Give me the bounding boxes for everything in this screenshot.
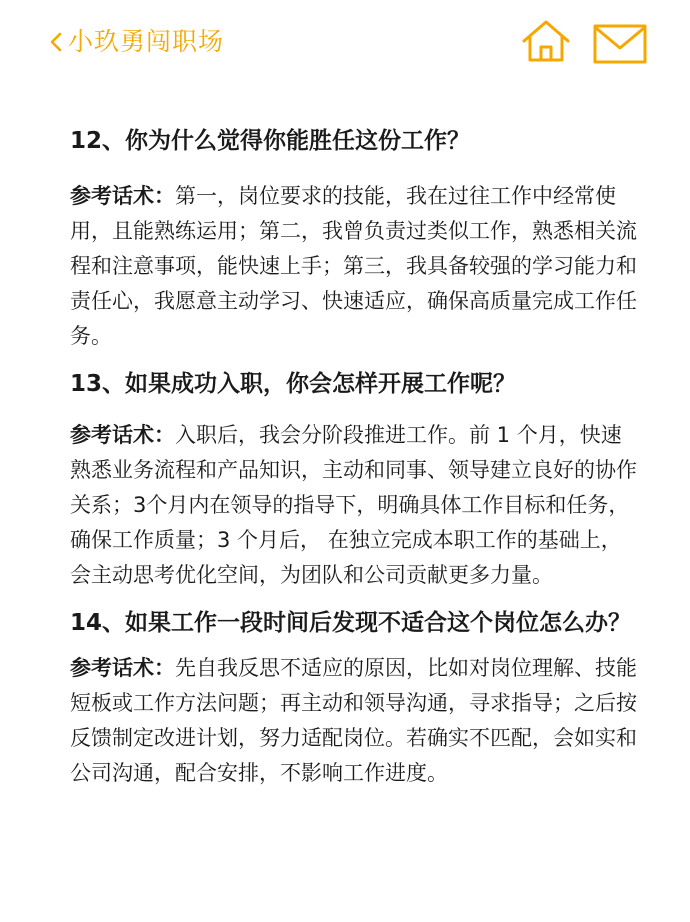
back-button[interactable] <box>44 24 224 60</box>
answer-label: 参考话术： <box>70 656 175 680</box>
answer-paragraph <box>70 418 638 593</box>
question-heading: 12、你为什么觉得你能胜任这份工作？ <box>70 128 471 154</box>
answer-label: 参考话术： <box>70 423 175 447</box>
answer-paragraph <box>70 179 638 354</box>
home-icon[interactable] <box>520 18 572 64</box>
account-title: 小玖勇闯职场 <box>68 27 225 56</box>
article-body <box>70 118 638 791</box>
question-heading: 14、如果工作一段时间后发现不适合这个岗位怎么办？ <box>70 610 632 636</box>
answer-paragraph <box>70 651 638 791</box>
mail-icon[interactable] <box>593 24 647 64</box>
top-bar <box>0 0 690 90</box>
answer-text: 第一，岗位要求的技能，我在过往工作中经常使用，且能熟练运用；第二，我曾负责过类似工作，熟悉相关流程和注意事项，能快速上手；第三，我具备较强的学习能力和责任心，我愿意主动学习、快速适应，确保高质量完成工作任务。 <box>70 184 637 348</box>
question-heading: 13、如果成功入职，你会怎样开展工作呢？ <box>70 371 517 397</box>
answer-text: 入职后，我会分阶段推进工作。前 1 个月，快速熟悉业务流程和产品知识，主动和同事、领导建立良好的协作关系；3个月内在领导的指导下，明确具体工作目标和任务，确保工作质量；3 个月后， 在独立完成本职工作的基础上，会主动思考优化空间，为团队和公司贡献更多力量。 <box>70 423 637 587</box>
answer-label: 参考话术： <box>70 184 175 208</box>
chevron-left-icon <box>44 24 66 60</box>
answer-text: 先自我反思不适应的原因，比如对岗位理解、技能短板或工作方法问题；再主动和领导沟通，寻求指导；之后按反馈制定改进计划，努力适配岗位。若确实不匹配，会如实和公司沟通，配合安排，不影响工作进度。 <box>70 656 637 785</box>
